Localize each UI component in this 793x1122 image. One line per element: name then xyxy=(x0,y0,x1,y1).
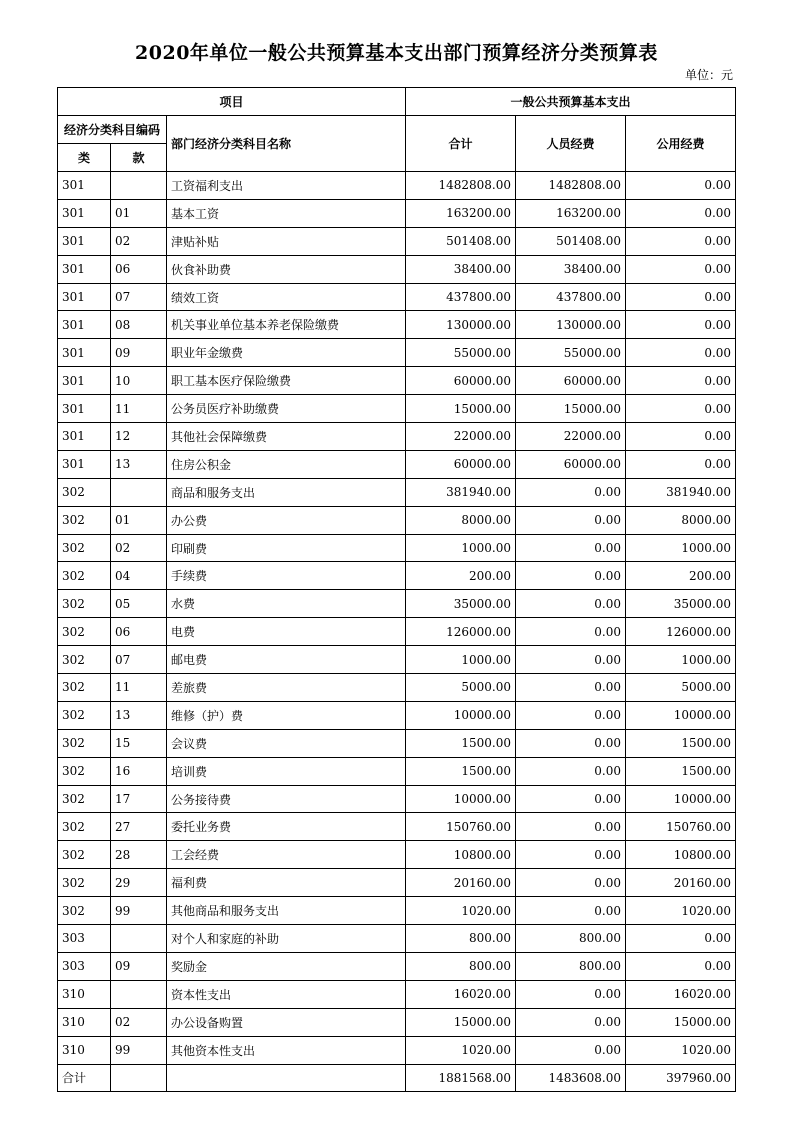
row-public: 5000.00 xyxy=(626,674,736,702)
row-public: 1000.00 xyxy=(626,646,736,674)
row-total: 10000.00 xyxy=(406,785,516,813)
table-row xyxy=(58,897,736,925)
row-kuan: 07 xyxy=(111,646,167,674)
row-kuan: 27 xyxy=(111,813,167,841)
table-row xyxy=(58,478,736,506)
row-lei: 302 xyxy=(58,785,111,813)
row-public: 0.00 xyxy=(626,925,736,953)
row-public: 35000.00 xyxy=(626,590,736,618)
total-public: 397960.00 xyxy=(626,1064,736,1092)
row-name: 机关事业单位基本养老保险缴费 xyxy=(167,311,406,339)
row-name: 资本性支出 xyxy=(167,980,406,1008)
row-lei: 302 xyxy=(58,590,111,618)
row-personnel: 0.00 xyxy=(516,757,626,785)
row-total: 10800.00 xyxy=(406,841,516,869)
row-name: 职工基本医疗保险缴费 xyxy=(167,367,406,395)
row-lei: 302 xyxy=(58,618,111,646)
table-row xyxy=(58,534,736,562)
row-personnel: 501408.00 xyxy=(516,227,626,255)
row-personnel: 0.00 xyxy=(516,785,626,813)
header-total: 合计 xyxy=(406,116,516,172)
row-personnel: 1482808.00 xyxy=(516,172,626,200)
header-name: 部门经济分类科目名称 xyxy=(167,116,406,172)
row-total: 35000.00 xyxy=(406,590,516,618)
row-personnel: 38400.00 xyxy=(516,255,626,283)
row-lei: 301 xyxy=(58,172,111,200)
row-name: 基本工资 xyxy=(167,199,406,227)
row-name: 公务接待费 xyxy=(167,785,406,813)
row-kuan: 15 xyxy=(111,729,167,757)
row-total: 8000.00 xyxy=(406,506,516,534)
row-total: 437800.00 xyxy=(406,283,516,311)
row-personnel: 0.00 xyxy=(516,618,626,646)
row-public: 10800.00 xyxy=(626,841,736,869)
row-total: 20160.00 xyxy=(406,869,516,897)
row-public: 0.00 xyxy=(626,395,736,423)
row-personnel: 800.00 xyxy=(516,925,626,953)
table-row xyxy=(58,1036,736,1064)
page-title: 2020年单位一般公共预算基本支出部门预算经济分类预算表 xyxy=(135,42,658,64)
row-personnel: 0.00 xyxy=(516,813,626,841)
total-kuan xyxy=(111,1064,167,1092)
row-total: 1020.00 xyxy=(406,897,516,925)
row-name: 津贴补贴 xyxy=(167,227,406,255)
row-name: 办公设备购置 xyxy=(167,1008,406,1036)
row-public: 1500.00 xyxy=(626,729,736,757)
table-row xyxy=(58,283,736,311)
row-total: 1482808.00 xyxy=(406,172,516,200)
row-public: 1020.00 xyxy=(626,1036,736,1064)
total-total: 1881568.00 xyxy=(406,1064,516,1092)
row-personnel: 0.00 xyxy=(516,729,626,757)
row-public: 0.00 xyxy=(626,311,736,339)
row-total: 15000.00 xyxy=(406,395,516,423)
row-lei: 302 xyxy=(58,729,111,757)
row-total: 60000.00 xyxy=(406,367,516,395)
row-public: 8000.00 xyxy=(626,506,736,534)
row-lei: 301 xyxy=(58,450,111,478)
row-kuan: 16 xyxy=(111,757,167,785)
row-personnel: 55000.00 xyxy=(516,339,626,367)
table-row xyxy=(58,869,736,897)
row-kuan: 01 xyxy=(111,199,167,227)
row-public: 0.00 xyxy=(626,199,736,227)
row-kuan: 02 xyxy=(111,1008,167,1036)
row-kuan: 12 xyxy=(111,423,167,451)
row-name: 邮电费 xyxy=(167,646,406,674)
total-row xyxy=(58,1064,736,1092)
row-name: 住房公积金 xyxy=(167,450,406,478)
table-row xyxy=(58,785,736,813)
table-row xyxy=(58,813,736,841)
row-personnel: 0.00 xyxy=(516,562,626,590)
row-total: 60000.00 xyxy=(406,450,516,478)
header-personnel: 人员经费 xyxy=(516,116,626,172)
row-personnel: 0.00 xyxy=(516,841,626,869)
row-name: 其他社会保障缴费 xyxy=(167,423,406,451)
table-row xyxy=(58,506,736,534)
row-public: 0.00 xyxy=(626,227,736,255)
row-personnel: 60000.00 xyxy=(516,450,626,478)
row-total: 38400.00 xyxy=(406,255,516,283)
row-name: 工资福利支出 xyxy=(167,172,406,200)
row-kuan: 06 xyxy=(111,255,167,283)
row-name: 其他资本性支出 xyxy=(167,1036,406,1064)
table-row xyxy=(58,980,736,1008)
row-name: 福利费 xyxy=(167,869,406,897)
row-name: 维修（护）费 xyxy=(167,701,406,729)
row-lei: 301 xyxy=(58,255,111,283)
row-personnel: 0.00 xyxy=(516,590,626,618)
row-lei: 302 xyxy=(58,646,111,674)
row-lei: 301 xyxy=(58,423,111,451)
row-name: 伙食补助费 xyxy=(167,255,406,283)
row-name: 水费 xyxy=(167,590,406,618)
row-public: 381940.00 xyxy=(626,478,736,506)
row-public: 0.00 xyxy=(626,423,736,451)
row-public: 200.00 xyxy=(626,562,736,590)
table-row xyxy=(58,590,736,618)
row-total: 55000.00 xyxy=(406,339,516,367)
header-code-group: 经济分类科目编码 xyxy=(58,116,167,144)
header-kuan: 款 xyxy=(111,144,167,172)
table-row xyxy=(58,729,736,757)
row-lei: 302 xyxy=(58,813,111,841)
row-personnel: 130000.00 xyxy=(516,311,626,339)
row-public: 0.00 xyxy=(626,283,736,311)
unit-label: 单位：元 xyxy=(684,68,733,82)
row-kuan: 05 xyxy=(111,590,167,618)
table-row xyxy=(58,952,736,980)
row-lei: 302 xyxy=(58,701,111,729)
row-public: 0.00 xyxy=(626,172,736,200)
table-row xyxy=(58,423,736,451)
table-row xyxy=(58,450,736,478)
row-name: 职业年金缴费 xyxy=(167,339,406,367)
row-personnel: 0.00 xyxy=(516,534,626,562)
row-total: 200.00 xyxy=(406,562,516,590)
row-kuan: 13 xyxy=(111,701,167,729)
table-row xyxy=(58,618,736,646)
row-total: 381940.00 xyxy=(406,478,516,506)
table-row xyxy=(58,367,736,395)
row-personnel: 0.00 xyxy=(516,478,626,506)
row-personnel: 0.00 xyxy=(516,506,626,534)
row-personnel: 22000.00 xyxy=(516,423,626,451)
row-kuan: 17 xyxy=(111,785,167,813)
row-personnel: 800.00 xyxy=(516,952,626,980)
budget-table xyxy=(57,87,736,1092)
row-lei: 310 xyxy=(58,1036,111,1064)
row-kuan: 11 xyxy=(111,395,167,423)
row-lei: 301 xyxy=(58,367,111,395)
row-lei: 302 xyxy=(58,897,111,925)
row-public: 20160.00 xyxy=(626,869,736,897)
row-name: 会议费 xyxy=(167,729,406,757)
row-kuan: 28 xyxy=(111,841,167,869)
row-name: 公务员医疗补助缴费 xyxy=(167,395,406,423)
row-kuan: 29 xyxy=(111,869,167,897)
row-lei: 301 xyxy=(58,339,111,367)
table-row xyxy=(58,757,736,785)
table-row xyxy=(58,674,736,702)
row-total: 800.00 xyxy=(406,925,516,953)
row-public: 150760.00 xyxy=(626,813,736,841)
row-lei: 303 xyxy=(58,925,111,953)
row-kuan: 99 xyxy=(111,1036,167,1064)
row-personnel: 0.00 xyxy=(516,674,626,702)
row-personnel: 163200.00 xyxy=(516,199,626,227)
row-total: 1500.00 xyxy=(406,729,516,757)
row-name: 印刷费 xyxy=(167,534,406,562)
row-total: 5000.00 xyxy=(406,674,516,702)
row-lei: 302 xyxy=(58,869,111,897)
row-public: 15000.00 xyxy=(626,1008,736,1036)
row-public: 0.00 xyxy=(626,339,736,367)
row-total: 1020.00 xyxy=(406,1036,516,1064)
row-kuan: 10 xyxy=(111,367,167,395)
row-total: 15000.00 xyxy=(406,1008,516,1036)
row-public: 126000.00 xyxy=(626,618,736,646)
row-lei: 301 xyxy=(58,283,111,311)
row-public: 1000.00 xyxy=(626,534,736,562)
header-group: 一般公共预算基本支出 xyxy=(406,88,736,116)
row-lei: 301 xyxy=(58,199,111,227)
row-kuan xyxy=(111,172,167,200)
row-personnel: 0.00 xyxy=(516,1008,626,1036)
row-kuan xyxy=(111,478,167,506)
row-name: 商品和服务支出 xyxy=(167,478,406,506)
row-personnel: 0.00 xyxy=(516,897,626,925)
row-name: 绩效工资 xyxy=(167,283,406,311)
row-personnel: 0.00 xyxy=(516,980,626,1008)
row-total: 1500.00 xyxy=(406,757,516,785)
table-row xyxy=(58,1008,736,1036)
header-public: 公用经费 xyxy=(626,116,736,172)
row-lei: 302 xyxy=(58,841,111,869)
row-kuan: 09 xyxy=(111,952,167,980)
table-body xyxy=(58,172,736,1065)
table-row xyxy=(58,199,736,227)
row-lei: 302 xyxy=(58,562,111,590)
row-personnel: 15000.00 xyxy=(516,395,626,423)
row-lei: 302 xyxy=(58,757,111,785)
row-kuan: 02 xyxy=(111,227,167,255)
total-label: 合计 xyxy=(58,1064,111,1092)
table-row xyxy=(58,925,736,953)
row-kuan: 11 xyxy=(111,674,167,702)
row-lei: 301 xyxy=(58,311,111,339)
row-lei: 302 xyxy=(58,674,111,702)
row-lei: 310 xyxy=(58,1008,111,1036)
row-name: 工会经费 xyxy=(167,841,406,869)
table-row xyxy=(58,701,736,729)
row-kuan: 01 xyxy=(111,506,167,534)
row-name: 委托业务费 xyxy=(167,813,406,841)
row-name: 培训费 xyxy=(167,757,406,785)
row-total: 1000.00 xyxy=(406,534,516,562)
row-lei: 302 xyxy=(58,478,111,506)
row-personnel: 60000.00 xyxy=(516,367,626,395)
row-total: 501408.00 xyxy=(406,227,516,255)
row-personnel: 0.00 xyxy=(516,1036,626,1064)
row-public: 10000.00 xyxy=(626,785,736,813)
row-kuan xyxy=(111,980,167,1008)
row-kuan: 99 xyxy=(111,897,167,925)
table-header xyxy=(58,88,736,172)
row-total: 22000.00 xyxy=(406,423,516,451)
row-total: 800.00 xyxy=(406,952,516,980)
row-public: 1500.00 xyxy=(626,757,736,785)
header-lei: 类 xyxy=(58,144,111,172)
total-personnel: 1483608.00 xyxy=(516,1064,626,1092)
row-lei: 303 xyxy=(58,952,111,980)
row-public: 10000.00 xyxy=(626,701,736,729)
row-total: 163200.00 xyxy=(406,199,516,227)
row-kuan: 06 xyxy=(111,618,167,646)
row-kuan: 04 xyxy=(111,562,167,590)
header-item: 项目 xyxy=(58,88,406,116)
row-total: 150760.00 xyxy=(406,813,516,841)
row-total: 10000.00 xyxy=(406,701,516,729)
row-name: 电费 xyxy=(167,618,406,646)
table-row xyxy=(58,339,736,367)
row-public: 0.00 xyxy=(626,255,736,283)
row-lei: 301 xyxy=(58,395,111,423)
row-lei: 310 xyxy=(58,980,111,1008)
table-row xyxy=(58,395,736,423)
row-public: 16020.00 xyxy=(626,980,736,1008)
total-name xyxy=(167,1064,406,1092)
table-row xyxy=(58,255,736,283)
table-row xyxy=(58,841,736,869)
row-public: 0.00 xyxy=(626,450,736,478)
table-row xyxy=(58,311,736,339)
row-personnel: 437800.00 xyxy=(516,283,626,311)
row-total: 126000.00 xyxy=(406,618,516,646)
row-kuan: 07 xyxy=(111,283,167,311)
table-row xyxy=(58,562,736,590)
row-total: 16020.00 xyxy=(406,980,516,1008)
row-lei: 302 xyxy=(58,534,111,562)
row-name: 手续费 xyxy=(167,562,406,590)
row-kuan: 02 xyxy=(111,534,167,562)
row-total: 130000.00 xyxy=(406,311,516,339)
table-row xyxy=(58,646,736,674)
row-lei: 302 xyxy=(58,506,111,534)
row-public: 1020.00 xyxy=(626,897,736,925)
row-name: 奖励金 xyxy=(167,952,406,980)
row-name: 对个人和家庭的补助 xyxy=(167,925,406,953)
table-row xyxy=(58,172,736,200)
row-total: 1000.00 xyxy=(406,646,516,674)
row-kuan: 13 xyxy=(111,450,167,478)
row-public: 0.00 xyxy=(626,367,736,395)
row-kuan xyxy=(111,925,167,953)
row-personnel: 0.00 xyxy=(516,701,626,729)
row-public: 0.00 xyxy=(626,952,736,980)
row-lei: 301 xyxy=(58,227,111,255)
row-kuan: 09 xyxy=(111,339,167,367)
row-kuan: 08 xyxy=(111,311,167,339)
row-name: 差旅费 xyxy=(167,674,406,702)
row-name: 办公费 xyxy=(167,506,406,534)
row-personnel: 0.00 xyxy=(516,646,626,674)
table-row xyxy=(58,227,736,255)
row-name: 其他商品和服务支出 xyxy=(167,897,406,925)
row-personnel: 0.00 xyxy=(516,869,626,897)
